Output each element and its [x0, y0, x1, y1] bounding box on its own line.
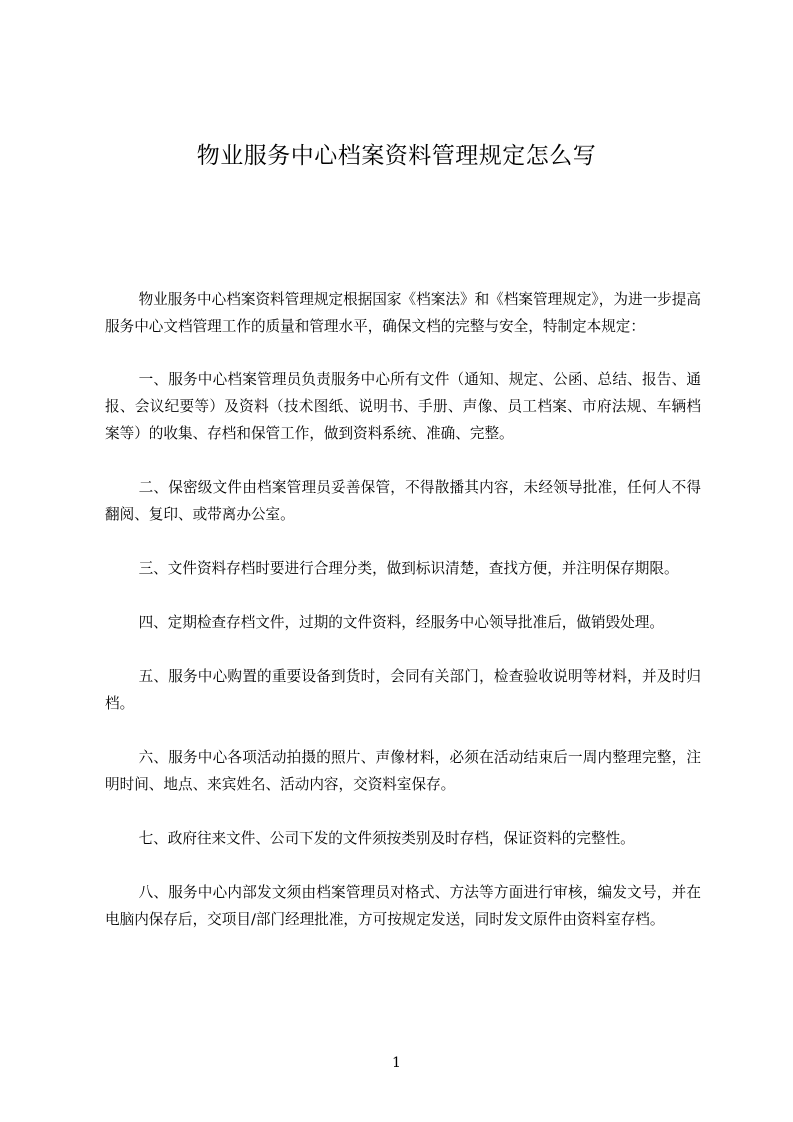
rule-paragraph-6: 六、服务中心各项活动拍摄的照片、声像材料，必须在活动结束后一周内整理完整，注明时间、地点、来宾姓名、活动内容，交资料室保存。	[105, 749, 701, 793]
document-title: 物业服务中心档案资料管理规定怎么写	[196, 143, 597, 169]
rule-paragraph-2: 二、保密级文件由档案管理员妥善保管，不得散播其内容，未经领导批准，任何人不得翻阅、复印、或带离办公室。	[105, 479, 701, 523]
page-number: 1	[392, 1055, 401, 1071]
rule-paragraph-5: 五、服务中心购置的重要设备到货时，会同有关部门，检查验收说明等材料，并及时归档。	[105, 668, 701, 712]
rule-paragraph-4: 四、定期检查存档文件，过期的文件资料，经服务中心领导批准后，做销毁处理。	[138, 614, 664, 631]
rule-paragraph-7: 七、政府往来文件、公司下发的文件须按类别及时存档，保证资料的完整性。	[138, 830, 635, 847]
rule-paragraph-8: 八、服务中心内部发文须由档案管理员对格式、方法等方面进行审核，编发文号，并在电脑内保存后，交项目/部门经理批准，方可按规定发送，同时发文原件由资料室存档。	[105, 884, 701, 928]
document-body	[105, 286, 701, 960]
rule-paragraph-1: 一、服务中心档案管理员负责服务中心所有文件（通知、规定、公函、总结、报告、通报、会议纪要等）及资料（技术图纸、说明书、手册、声像、员工档案、市府法规、车辆档案等）的收集、存档和保管工作，做到资料系统、准确、完整。	[105, 371, 701, 442]
intro-paragraph: 物业服务中心档案资料管理规定根据国家《档案法》和《档案管理规定》，为进一步提高服务中心文档管理工作的质量和管理水平，确保文档的完整与安全，特制定本规定：	[105, 291, 701, 335]
rule-paragraph-3: 三、文件资料存档时要进行合理分类，做到标识清楚，查找方便，并注明保存期限。	[138, 560, 679, 577]
